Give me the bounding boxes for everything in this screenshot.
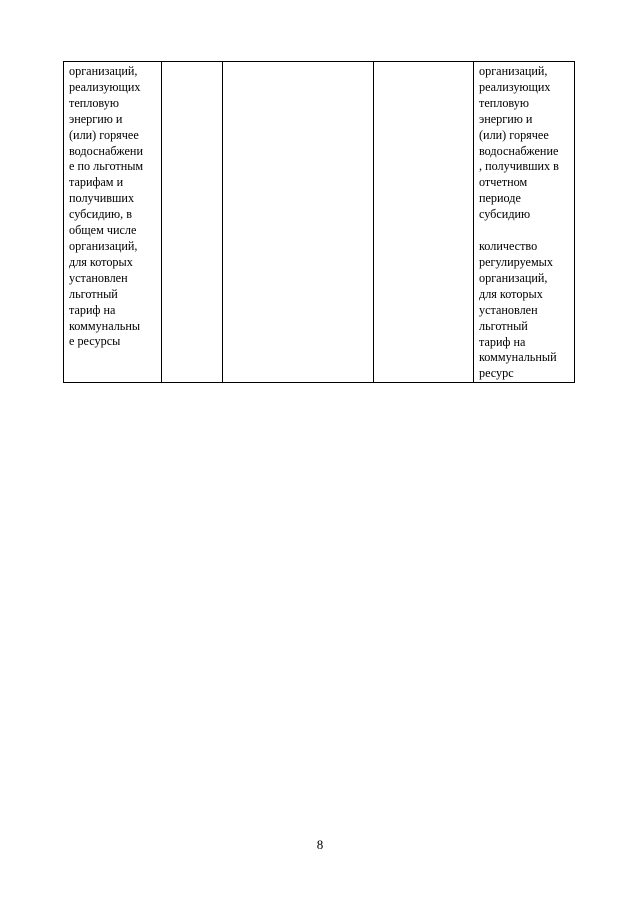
empty-cell — [374, 62, 474, 383]
text-line: е по льготным — [69, 159, 144, 174]
page-number: 8 — [316, 837, 324, 852]
text-line: периоде — [479, 191, 521, 206]
text-line: установлен — [479, 302, 538, 317]
text-line: для которых — [479, 286, 543, 301]
text-line: получивших — [69, 191, 135, 206]
text-line: реализующих — [69, 79, 141, 94]
text-line: реализующих — [479, 79, 551, 94]
text-line: организаций, — [69, 64, 138, 78]
paragraph-gap — [479, 223, 571, 239]
text-line: тариф на — [479, 334, 526, 349]
text-line: общем числе — [69, 223, 137, 238]
text-line: тарифам и — [69, 175, 124, 190]
text-line: установлен — [69, 270, 128, 285]
text-line: тариф на — [69, 302, 116, 317]
text-line: тепловую — [479, 95, 529, 110]
calculation-note-cell — [474, 62, 575, 383]
text-line: водоснабжени — [69, 143, 143, 158]
text-line: субсидию, в — [69, 207, 132, 222]
text-line: для которых — [69, 254, 133, 269]
text-line: коммунальны — [69, 318, 141, 333]
indicator-name-text — [69, 64, 158, 350]
text-line: коммунальный — [479, 350, 557, 365]
text-line: организаций, — [479, 270, 548, 285]
text-line: (или) горячее — [69, 127, 139, 142]
text-line: организаций, — [69, 238, 138, 253]
indicator-name-cell — [64, 62, 162, 383]
text-line: е ресурсы — [69, 334, 121, 349]
indicator-table — [63, 61, 575, 383]
text-line: льготный — [69, 286, 118, 301]
empty-cell — [223, 62, 374, 383]
text-line: отчетном — [479, 175, 528, 190]
text-line: энергию и — [69, 111, 123, 126]
table-row — [64, 62, 575, 383]
text-line: тепловую — [69, 95, 119, 110]
text-line: водоснабжение — [479, 143, 559, 158]
text-line: льготный — [479, 318, 528, 333]
text-line: субсидию — [479, 207, 531, 222]
text-line: энергию и — [479, 111, 533, 126]
text-line: , получивших в — [479, 159, 559, 174]
calculation-note-text — [479, 64, 571, 382]
text-line: ресурс — [479, 366, 514, 381]
text-line: регулируемых — [479, 254, 553, 269]
text-line: (или) горячее — [479, 127, 549, 142]
text-line: организаций, — [479, 64, 548, 78]
text-line: количество — [479, 239, 538, 254]
empty-cell — [162, 62, 223, 383]
